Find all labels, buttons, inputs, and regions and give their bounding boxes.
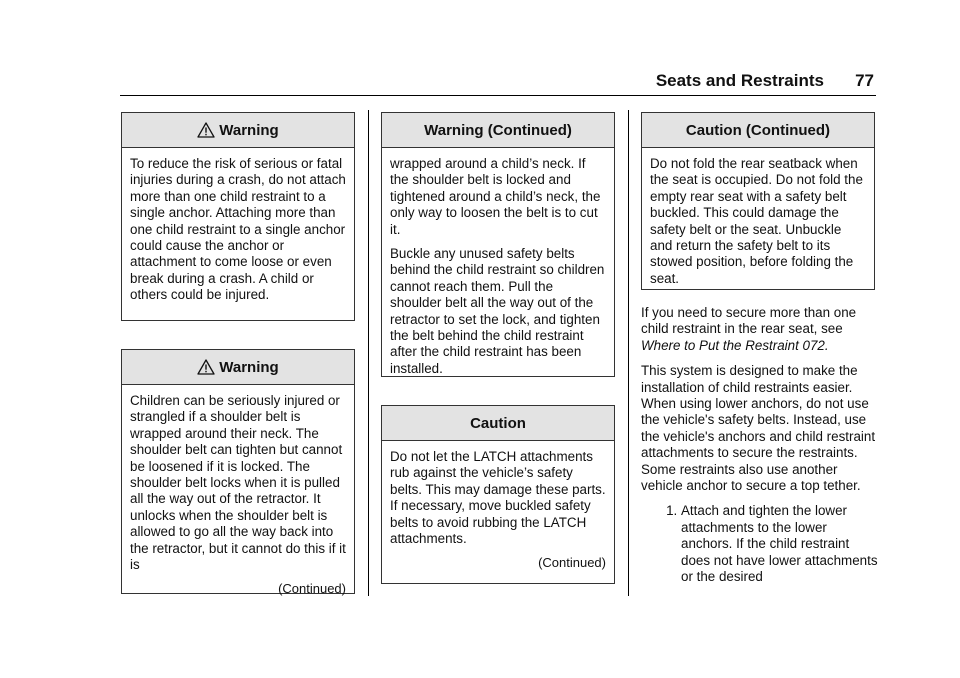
box-heading-text: Caution — [470, 414, 526, 432]
box-body — [382, 441, 614, 577]
cross-reference-link[interactable]: Where to Put the Restraint 072. — [641, 337, 829, 353]
warning-box-anchors — [121, 112, 355, 321]
box-body — [122, 385, 354, 603]
continued-label: (Continued) — [538, 555, 606, 571]
box-heading — [382, 113, 614, 148]
box-paragraph: Children can be seriously injured or strangled if a shoulder belt is wrapped around their neck. The shoulder belt can tighten but cannot be loosened if it is locked. The shoulder belt locks when it is pulled all the way out of the retractor. It unlocks when the shoulder belt is allowed to go all the way back into the retractor, but it cannot do this if it is — [130, 393, 346, 573]
page-number: 77 — [855, 71, 874, 90]
list-item: 1. Attach and tighten the lower attachments to the lower anchors. If the child restraint does not have lower attachments or the desired — [681, 503, 879, 585]
box-heading-text: Warning — [219, 121, 279, 139]
box-heading — [122, 113, 354, 148]
warning-continued-box — [381, 112, 615, 377]
box-paragraph: Buckle any unused safety belts behind the child restraint so children cannot reach them. Pull the shoulder belt all the way out of the retractor to set the lock, and tighten the belt behind the child restraint after the child restraint has been installed. — [390, 246, 605, 376]
caution-box-latch — [381, 405, 615, 584]
continued-label: (Continued) — [278, 581, 346, 597]
page-ref-symbol: 0 — [802, 337, 810, 353]
box-body — [122, 148, 354, 310]
paragraph-text: If you need to secure more than one child restraint in the rear seat, see — [641, 305, 857, 337]
paragraph-system: This system is designed to make the installation of child restraints easier. When using lower anchors, do not use the vehicle's safety belts. Instead, use the vehicle's anchors and child restraint attachments to secure the restraints. Some restraints also use another vehicle anchor to secure a top tether. — [641, 363, 876, 494]
paragraph-secure-more — [641, 305, 879, 354]
box-heading — [122, 350, 354, 385]
box-heading-text: Caution (Continued) — [685, 121, 831, 139]
numbered-list — [641, 503, 879, 585]
warning-box-strangle — [121, 349, 355, 597]
page-header — [120, 64, 876, 96]
body-text-column — [641, 305, 879, 586]
box-heading — [642, 113, 874, 148]
box-paragraph: Do not fold the rear seatback when the seat is occupied. Do not fold the empty rear seat with a safety belt buckled. This could damage the safety belt or the seat. Unbuckle and return the safety belt to its stowed position, before folding the seat. — [650, 156, 863, 286]
section-title: Seats and Restraints — [655, 71, 824, 90]
box-heading-text: Warning — [219, 358, 279, 376]
box-paragraph: wrapped around a child’s neck. If the shoulder belt is locked and tightened around a child’s neck, the only way to loosen the belt is to cut it. — [390, 156, 601, 237]
box-heading — [382, 406, 614, 441]
reference-title: Where to Put the Restraint — [641, 337, 799, 353]
box-body — [642, 148, 874, 293]
box-heading-text: Warning (Continued) — [424, 121, 572, 139]
caution-continued-box — [641, 112, 875, 290]
box-paragraph: To reduce the risk of serious or fatal injuries during a crash, do not attach more than one child restraint to a single anchor. Attaching more than one child restraint to a single anchor could cause the anchor or attachment to come loose or even break during a crash. A child or others could be injured. — [130, 156, 346, 303]
column-divider-2 — [628, 110, 629, 596]
box-body — [382, 148, 614, 383]
reference-page: 72 — [809, 337, 825, 353]
column-divider-1 — [368, 110, 369, 596]
warning-triangle-icon — [197, 359, 215, 375]
box-paragraph: Do not let the LATCH attachments rub against the vehicle’s safety belts. This may damage these parts. If necessary, move buckled safety belts to avoid rubbing the LATCH attachments. — [390, 449, 606, 547]
warning-triangle-icon — [197, 122, 215, 138]
